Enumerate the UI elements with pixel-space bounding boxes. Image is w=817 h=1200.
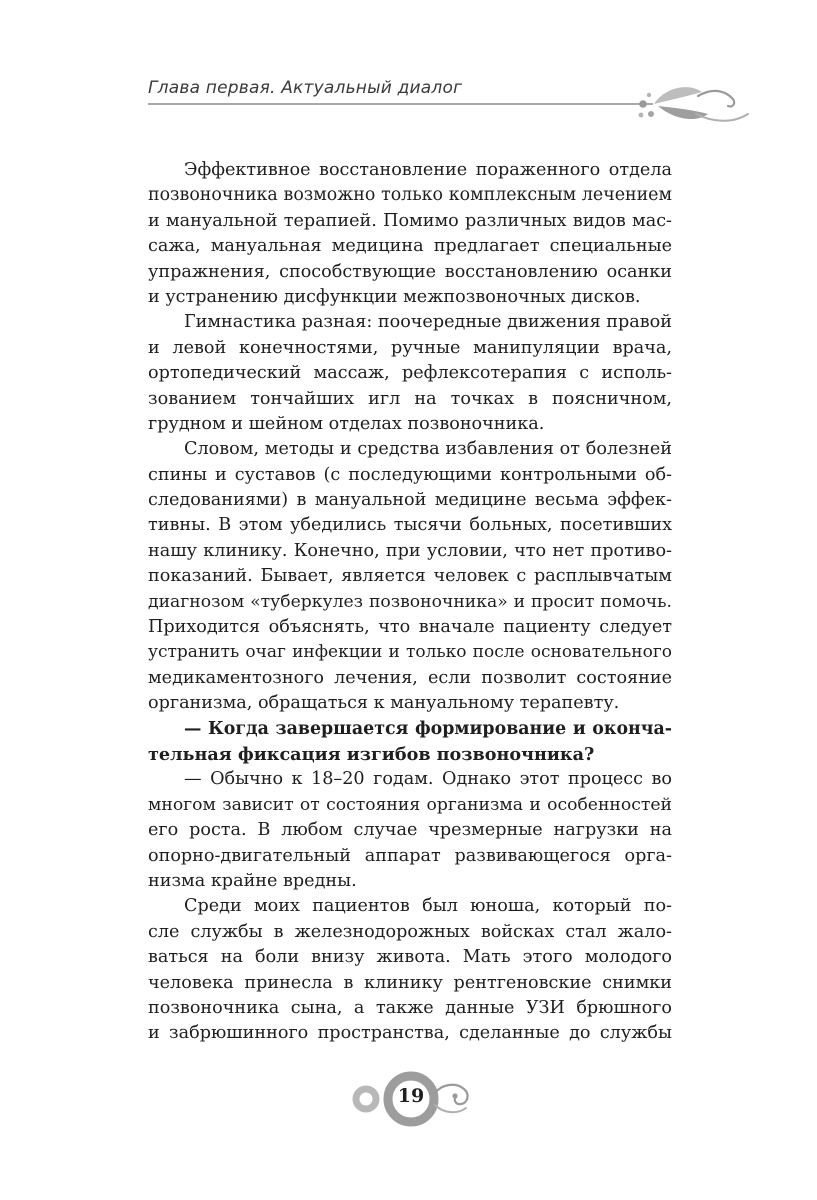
text-line: нашу клинику. Конечно, при условии, что нет противо- bbox=[148, 540, 672, 561]
text-line: тивны. В этом убедились тысячи больных, посетивших bbox=[148, 515, 672, 536]
text-line: позвоночника сына, а также данные УЗИ брюшного bbox=[148, 997, 672, 1018]
text-line: человека принесла в клинику рентгеновские снимки bbox=[148, 972, 672, 993]
text-line: его роста. В любом случае чрезмерные нагрузки на bbox=[148, 820, 672, 841]
text-line: Среди моих пациентов был юноша, который по- bbox=[184, 896, 672, 917]
text-line: ваться на боли внизу живота. Мать этого молодого bbox=[148, 947, 672, 968]
text-line: ортопедический массаж, рефлексотерапия с исполь- bbox=[148, 363, 672, 384]
text-line: Приходится объяснять, что вначале пациенту следует bbox=[148, 617, 672, 638]
text-line: и устранению дисфункции межпозвоночных дисков. bbox=[148, 286, 641, 307]
leaf-ornament-icon bbox=[636, 84, 756, 140]
text-line: и забрюшинного пространства, сделанные до службы bbox=[148, 1023, 672, 1044]
text-line: Словом, методы и средства избавления от болезней bbox=[184, 439, 672, 460]
text-line: медикаментозного лечения, если позволит состояние bbox=[148, 667, 672, 688]
text-line: опорно-двигательный аппарат развивающегося орга- bbox=[148, 845, 672, 866]
text-line: зованием тончайших игл на точках в поясничном, bbox=[148, 388, 672, 409]
body-text bbox=[148, 158, 672, 1047]
text-line: и мануальной терапией. Помимо различных видов мас- bbox=[148, 210, 672, 231]
text-line: Гимнастика разная: поочередные движения правой bbox=[184, 312, 672, 333]
chapter-header-title: Глава первая. Актуальный диалог bbox=[148, 78, 463, 98]
text-line: организма, обращаться к мануальному терапевту. bbox=[148, 693, 620, 714]
header-rule bbox=[148, 103, 653, 105]
text-line: Эффективное восстановление пораженного отдела bbox=[184, 160, 672, 180]
text-line: следованиями) в мануальной медицине весьма эффек- bbox=[148, 490, 672, 511]
text-line: упражнения, способствующие восстановлению осанки bbox=[148, 261, 672, 282]
text-line: сажа, мануальная медицина предлагает специальные bbox=[148, 236, 672, 257]
text-line: сле службы в железнодорожных войсках стал жало- bbox=[148, 921, 672, 942]
text-line: — Обычно к 18–20 годам. Однако этот процесс во bbox=[184, 769, 672, 790]
text-line: позвоночника возможно только комплексным лечением bbox=[148, 185, 672, 206]
question-line: — Когда завершается формирование и оконча- bbox=[184, 718, 672, 739]
page-number: 19 bbox=[397, 1085, 425, 1107]
text-line: спины и суставов (с последующими контрольными об- bbox=[148, 464, 672, 485]
text-line: и левой конечностями, ручные манипуляции врача, bbox=[148, 337, 672, 358]
question-line: тельная фиксация изгибов позвоночника? bbox=[148, 743, 595, 765]
text-line: многом зависит от состояния организма и особенностей bbox=[148, 794, 672, 815]
text-line: низма крайне вредны. bbox=[148, 870, 357, 891]
text-line: диагнозом «туберкулез позвоночника» и просит помочь. bbox=[148, 591, 672, 612]
text-line: показаний. Бывает, является человек с расплывчатым bbox=[148, 566, 672, 587]
text-line: устранить очаг инфекции и только после основательного bbox=[148, 642, 672, 663]
text-line: грудном и шейном отделах позвоночника. bbox=[148, 413, 545, 434]
